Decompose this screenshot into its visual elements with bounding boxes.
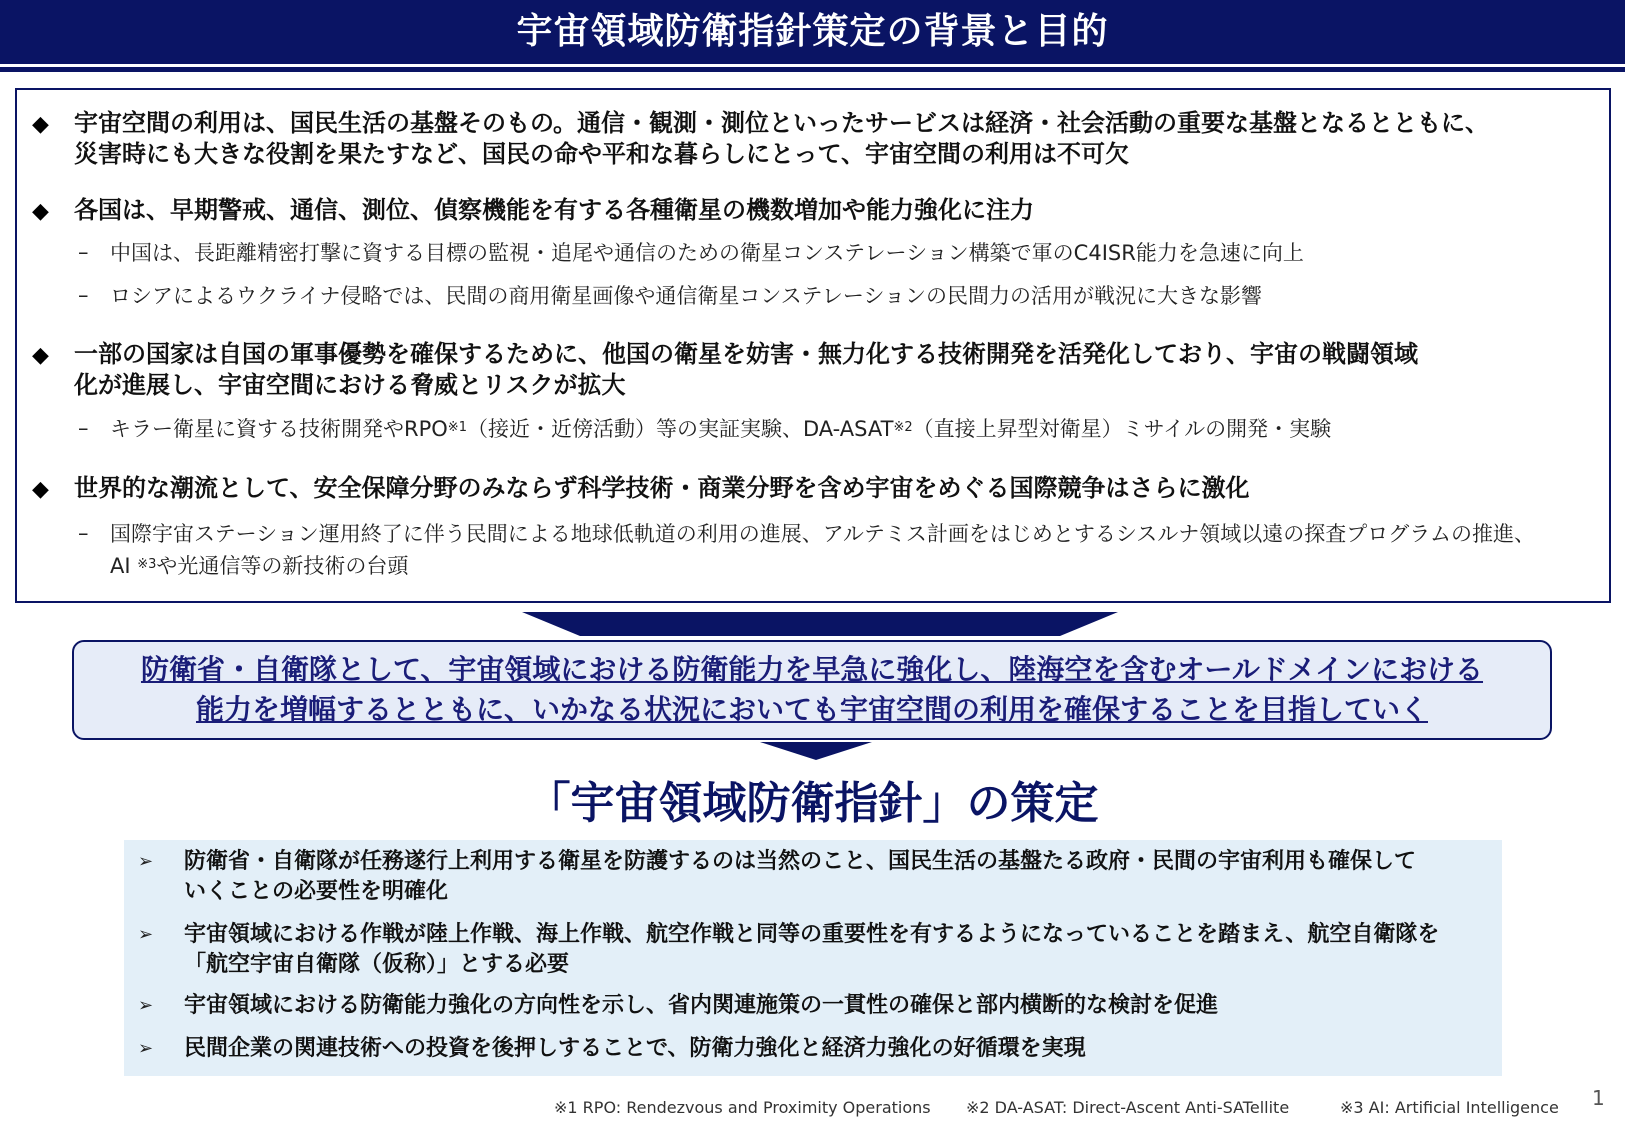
background-item-3-sub-1: キラー衛星に資する技術開発やRPO$^{※1}$（接近・近傍活動）等の実証実験、DA-ASAT$^{※2}$（直接上昇型対衛星）ミサイルの開発・実験 xyxy=(110,417,1332,441)
dash-bullet-icon: – xyxy=(78,416,89,440)
arrow-bullet-icon: ➢ xyxy=(138,924,154,945)
policy-item-1-line-2: いくことの必要性を明確化 xyxy=(184,879,449,904)
goal-line-2: 能力を増幅するとともに、いかなる状況においても宇宙空間の利用を確保することを目指していく xyxy=(195,693,1428,726)
arrow-bullet-icon: ➢ xyxy=(138,1038,154,1059)
background-item-1-line-1: 宇宙空間の利用は、国民生活の基盤そのもの。通信・観測・測位といったサービスは経済・社会活動の重要な基盤となるとともに、 xyxy=(74,109,1490,137)
background-item-2-sub-1: 中国は、長距離精密打撃に資する目標の監視・追尾や通信のための衛星コンステレーション構築で軍のC4ISR能力を急速に向上 xyxy=(110,241,1304,265)
background-item-2-sub-2: ロシアによるウクライナ侵略では、民間の商用衛星画像や通信衛星コンステレーションの民間力の活用が戦況に大きな影響 xyxy=(110,284,1263,308)
background-item-2-line-1: 各国は、早期警戒、通信、測位、偵察機能を有する各種衛星の機数増加や能力強化に注力 xyxy=(74,196,1034,224)
policy-heading: 「宇宙領域防衛指針」の策定 xyxy=(526,778,1099,829)
footnote-mark-1: ※1 xyxy=(447,420,467,435)
policy-item-3-line-1: 宇宙領域における防衛能力強化の方向性を示し、省内関連施策の一貫性の確保と部内横断的な検討を促進 xyxy=(184,993,1219,1018)
diamond-bullet-icon: ◆ xyxy=(32,112,49,137)
dash-bullet-icon: – xyxy=(78,240,89,264)
background-item-4-line-1: 世界的な潮流として、安全保障分野のみならず科学技術・商業分野を含め宇宙をめぐる国際競争はさらに激化 xyxy=(74,474,1250,502)
down-arrow-1 xyxy=(522,612,1118,636)
footnote-2: ※2 DA-ASAT: Direct-Ascent Anti-SATellite xyxy=(966,1098,1290,1117)
diamond-bullet-icon: ◆ xyxy=(32,199,49,224)
footnote-mark-2: ※2 xyxy=(893,420,913,435)
footnote-mark-3: ※3 xyxy=(137,557,157,572)
goal-line-1: 防衛省・自衛隊として、宇宙領域における防衛能力を早急に強化し、陸海空を含むオールドメインにおける xyxy=(140,653,1484,686)
arrow-bullet-icon: ➢ xyxy=(138,851,154,872)
diamond-bullet-icon: ◆ xyxy=(32,477,49,502)
dash-bullet-icon: – xyxy=(78,283,89,307)
background-item-1-line-2: 災害時にも大きな役割を果たすなど、国民の命や平和な暮らしにとって、宇宙空間の利用は不可欠 xyxy=(74,140,1130,168)
footnotes xyxy=(300,1098,1575,1120)
background-item-4-sub-1-line-2: AI $^{※3}$や光通信等の新技術の台頭 xyxy=(110,554,409,578)
background-item-4-sub-1-line-1: 国際宇宙ステーション運用終了に伴う民間による地球低軌道の利用の進展、アルテミス計画をはじめとするシスルナ領域以遠の探査プログラムの推進、 xyxy=(110,522,1536,546)
footnote-1: ※1 RPO: Rendezvous and Proximity Operations xyxy=(554,1098,931,1117)
policy-item-4-line-1: 民間企業の関連技術への投資を後押しすることで、防衛力強化と経済力強化の好循環を実現 xyxy=(184,1036,1086,1061)
page-title: 宇宙領域防衛指針策定の背景と目的 xyxy=(516,11,1109,52)
arrow-bullet-icon: ➢ xyxy=(138,995,154,1016)
policy-item-2-line-2: 「航空宇宙自衛隊（仮称）」とする必要 xyxy=(184,952,570,977)
page-number: 1 xyxy=(1592,1086,1605,1110)
footnote-3: ※3 AI: Artificial Intelligence xyxy=(1340,1098,1559,1117)
background-item-3-line-1: 一部の国家は自国の軍事優勢を確保するために、他国の衛星を妨害・無力化する技術開発を活発化しており、宇宙の戦闘領域 xyxy=(74,340,1418,368)
policy-item-2-line-1: 宇宙領域における作戦が陸上作戦、海上作戦、航空作戦と同等の重要性を有するようになっていることを踏まえ、航空自衛隊を xyxy=(184,922,1440,947)
background-item-3-line-2: 化が進展し、宇宙空間における脅威とリスクが拡大 xyxy=(74,371,626,399)
dash-bullet-icon: – xyxy=(78,521,89,545)
policy-item-1-line-1: 防衛省・自衛隊が任務遂行上利用する衛星を防護するのは当然のこと、国民生活の基盤たる政府・民間の宇宙利用も確保して xyxy=(184,849,1417,874)
diamond-bullet-icon: ◆ xyxy=(32,343,49,368)
down-arrow-2 xyxy=(760,742,872,760)
